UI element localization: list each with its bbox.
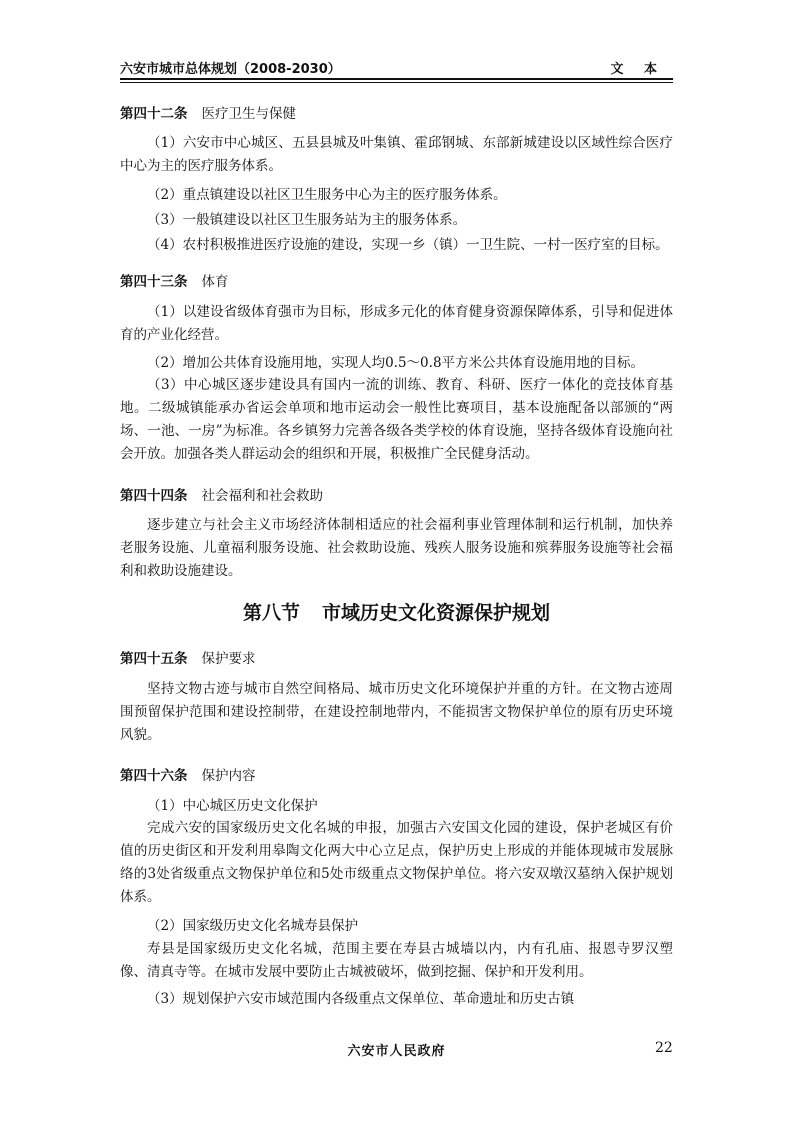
subheading: （2）国家级历史文化名城寿县保护 [147,918,359,934]
article-heading-42 [120,102,296,122]
page-number: 22 [655,1040,673,1056]
article-number: 第四十四条 [120,488,188,504]
header-rule-thin [120,82,673,83]
page-header [120,58,673,78]
paragraph: （2）增加公共体育设施用地，实现人均0.5～0.8平方米公共体育设施用地的目标。 [147,355,645,371]
article-title: 医疗卫生与保健 [201,106,296,122]
paragraph: （3）中心城区逐步建设具有国内一流的训练、教育、科研、医疗一体化的竞技体育基地。二级城镇能承办省运会单项和地市运动会一般性比赛项目，基本设施配备以部颁的“两场、一池、一房”为标准。各乡镇努力完善各级各类学校的体育设施，坚持各级体育设施向社会开放。加强各类人群运动会的组织和开展，积极推广全民健身活动。 [120,377,673,462]
document-type-label: 文 本 [610,62,665,77]
article-number: 第四十五条 [120,651,188,667]
paragraph: 坚持文物古迹与城市自然空间格局、城市历史文化环境保护并重的方针。在文物古迹周围预留保护范围和建设控制带，在建设控制地带内，不能损害文物保护单位的原有历史环境风貌。 [120,681,673,743]
section-number: 第八节 [242,602,300,624]
article-title: 体育 [201,274,229,290]
paragraph: （4）农村积极推进医疗设施的建设，实现一乡（镇）一卫生院、一村一医疗室的目标。 [147,237,669,253]
article-heading-46 [120,764,256,784]
section-title: 市域历史文化资源保护规划 [322,602,551,624]
footer-organization: 六安市人民政府 [347,1044,446,1059]
article-number: 第四十三条 [120,274,188,290]
paragraph: 完成六安的国家级历史文化名城的申报，加强古六安国文化园的建设，保护老城区有价值的历史街区和开发利用皋陶文化两大中心立足点，保护历史上形成的并能体现城市发展脉络的3处省级重点文物保护单位和5处市级重点文物保护单位。将六安双墩汉墓纳入保护规划体系。 [120,820,673,905]
document-title: 六安市城市总体规划（2008-2030） [120,62,341,77]
subheading: （3）规划保护六安市域范围内各级重点文保单位、革命遗址和历史古镇 [147,991,575,1007]
paragraph: 寿县是国家级历史文化名城，范围主要在寿县古城墙以内，内有孔庙、报恩寺罗汉塑像、清真寺等。在城市发展中要防止古城被破坏，做到挖掘、保护和开发利用。 [120,941,673,980]
article-heading-45 [120,647,256,667]
article-title: 保护内容 [201,768,256,784]
article-title: 保护要求 [201,651,256,667]
article-heading-44 [120,484,323,504]
paragraph: （2）重点镇建设以社区卫生服务中心为主的医疗服务体系。 [147,187,507,203]
article-number: 第四十二条 [120,106,188,122]
article-heading-43 [120,270,229,290]
subheading: （1）中心城区历史文化保护 [147,798,318,814]
header-rule-thick [120,78,673,80]
paragraph: （1）以建设省级体育强市为目标，形成多元化的体育健身资源保障体系，引导和促进体育的产业化经营。 [120,304,673,343]
section-heading [0,598,793,625]
article-title: 社会福利和社会救助 [201,488,323,504]
article-number: 第四十六条 [120,768,188,784]
paragraph: 逐步建立与社会主义市场经济体制相适应的社会福利事业管理体制和运行机制，加快养老服务设施、儿童福利服务设施、社会救助设施、残疾人服务设施和殡葬服务设施等社会福利和救助设施建设。 [120,517,673,579]
paragraph: （1）六安市中心城区、五县县城及叶集镇、霍邱钢城、东部新城建设以区域性综合医疗中心为主的医疗服务体系。 [120,135,673,174]
paragraph: （3）一般镇建设以社区卫生服务站为主的服务体系。 [147,212,467,228]
